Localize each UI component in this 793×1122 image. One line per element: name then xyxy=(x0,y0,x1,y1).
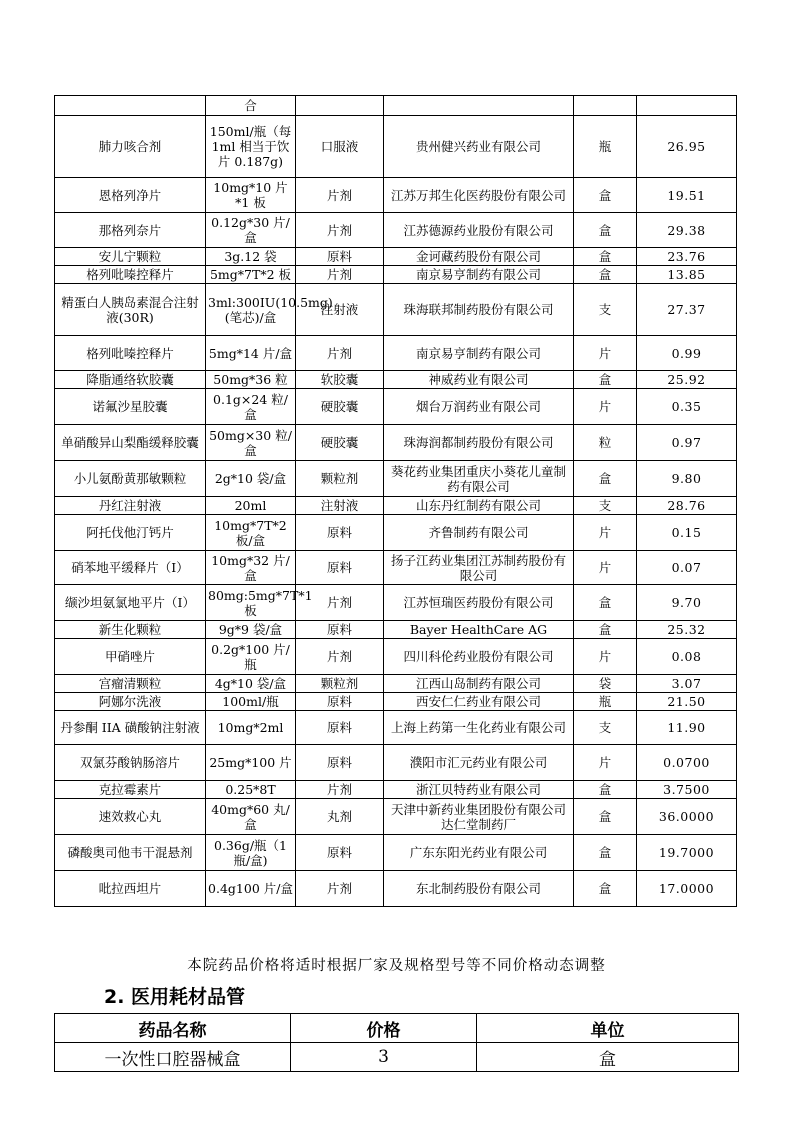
table-row xyxy=(55,781,737,799)
drug-name: 吡拉西坦片 xyxy=(55,871,206,907)
drug-form: 丸剂 xyxy=(296,799,384,835)
drug-table-body xyxy=(55,96,737,907)
drug-name: 硝苯地平缓释片（I） xyxy=(55,551,206,585)
drug-price: 27.37 xyxy=(637,284,737,336)
table-row xyxy=(55,693,737,711)
drug-price: 13.85 xyxy=(637,266,737,284)
drug-spec: 0.1g×24 粒/盒 xyxy=(206,389,296,425)
drug-unit: 盒 xyxy=(574,461,637,497)
drug-spec: 100ml/瓶 xyxy=(206,693,296,711)
drug-name: 肺力咳合剂 xyxy=(55,116,206,178)
table-row xyxy=(55,248,737,266)
drug-price: 19.51 xyxy=(637,178,737,213)
drug-price: 0.35 xyxy=(637,389,737,425)
drug-price: 11.90 xyxy=(637,711,737,745)
drug-name: 宫瘤清颗粒 xyxy=(55,675,206,693)
drug-form: 原料 xyxy=(296,711,384,745)
drug-manufacturer: 珠海联邦制药股份有限公司 xyxy=(384,284,574,336)
drug-unit: 盒 xyxy=(574,781,637,799)
table-row xyxy=(55,425,737,461)
drug-form: 硬胶囊 xyxy=(296,425,384,461)
drug-form: 原料 xyxy=(296,745,384,781)
drug-unit: 盒 xyxy=(574,835,637,871)
drug-form: 颗粒剂 xyxy=(296,461,384,497)
drug-spec: 0.4g100 片/盒 xyxy=(206,871,296,907)
drug-unit: 片 xyxy=(574,745,637,781)
drug-manufacturer: 东北制药股份有限公司 xyxy=(384,871,574,907)
drug-spec: 25mg*100 片 xyxy=(206,745,296,781)
table-row xyxy=(55,799,737,835)
drug-manufacturer: 烟台万润药业有限公司 xyxy=(384,389,574,425)
drug-form: 软胶囊 xyxy=(296,371,384,389)
drug-manufacturer: 浙江贝特药业有限公司 xyxy=(384,781,574,799)
drug-price: 0.99 xyxy=(637,336,737,371)
drug-spec: 2g*10 袋/盒 xyxy=(206,461,296,497)
drug-name: 阿托伐他汀钙片 xyxy=(55,515,206,551)
table-row xyxy=(55,745,737,781)
table-row xyxy=(55,871,737,907)
consumables-row xyxy=(55,1043,739,1072)
drug-manufacturer: 濮阳市汇元药业有限公司 xyxy=(384,745,574,781)
drug-name: 丹参酮 IIA 磺酸钠注射液 xyxy=(55,711,206,745)
drug-form: 口服液 xyxy=(296,116,384,178)
drug-price: 19.7000 xyxy=(637,835,737,871)
drug-form: 片剂 xyxy=(296,336,384,371)
drug-manufacturer: 齐鲁制药有限公司 xyxy=(384,515,574,551)
drug-name: 缬沙坦氨氯地平片（I） xyxy=(55,585,206,621)
drug-unit: 盒 xyxy=(574,799,637,835)
consumables-header-row xyxy=(55,1014,739,1043)
drug-spec: 5mg*7T*2 板 xyxy=(206,266,296,284)
drug-unit: 瓶 xyxy=(574,693,637,711)
drug-form: 原料 xyxy=(296,693,384,711)
drug-manufacturer: 金诃藏药股份有限公司 xyxy=(384,248,574,266)
drug-price: 29.38 xyxy=(637,213,737,248)
drug-unit: 盒 xyxy=(574,621,637,639)
drug-form: 原料 xyxy=(296,248,384,266)
table-row xyxy=(55,621,737,639)
table-row xyxy=(55,116,737,178)
table-row xyxy=(55,639,737,675)
drug-form: 原料 xyxy=(296,515,384,551)
drug-spec: 20ml xyxy=(206,497,296,515)
drug-spec: 50mg×30 粒/盒 xyxy=(206,425,296,461)
table-row xyxy=(55,675,737,693)
drug-form: 注射液 xyxy=(296,284,384,336)
drug-unit xyxy=(574,96,637,116)
drug-unit: 支 xyxy=(574,711,637,745)
drug-unit: 片 xyxy=(574,551,637,585)
drug-price: 3.07 xyxy=(637,675,737,693)
drug-unit: 盒 xyxy=(574,266,637,284)
drug-form xyxy=(296,96,384,116)
drug-unit: 片 xyxy=(574,639,637,675)
drug-name: 双氯芬酸钠肠溶片 xyxy=(55,745,206,781)
drug-manufacturer: 扬子江药业集团江苏制药股份有限公司 xyxy=(384,551,574,585)
drug-price: 9.70 xyxy=(637,585,737,621)
drug-manufacturer: 天津中新药业集团股份有限公司达仁堂制药厂 xyxy=(384,799,574,835)
drug-manufacturer: 上海上药第一生化药业有限公司 xyxy=(384,711,574,745)
drug-manufacturer: 葵花药业集团重庆小葵花儿童制药有限公司 xyxy=(384,461,574,497)
table-row xyxy=(55,178,737,213)
table-row xyxy=(55,497,737,515)
drug-manufacturer: 江苏恒瑞医药股份有限公司 xyxy=(384,585,574,621)
column-header-unit: 单位 xyxy=(477,1014,739,1043)
drug-unit: 片 xyxy=(574,336,637,371)
drug-price: 9.80 xyxy=(637,461,737,497)
drug-manufacturer xyxy=(384,96,574,116)
drug-manufacturer: 南京易亨制药有限公司 xyxy=(384,336,574,371)
drug-name: 格列吡嗪控释片 xyxy=(55,336,206,371)
drug-price: 28.76 xyxy=(637,497,737,515)
drug-form: 原料 xyxy=(296,551,384,585)
material-name: 一次性口腔器械盒 xyxy=(55,1043,291,1072)
drug-spec: 4g*10 袋/盒 xyxy=(206,675,296,693)
drug-spec: 合 xyxy=(206,96,296,116)
drug-spec: 50mg*36 粒 xyxy=(206,371,296,389)
drug-name xyxy=(55,96,206,116)
drug-name: 安儿宁颗粒 xyxy=(55,248,206,266)
drug-manufacturer: 广东东阳光药业有限公司 xyxy=(384,835,574,871)
drug-price: 36.0000 xyxy=(637,799,737,835)
drug-spec: 10mg*10 片*1 板 xyxy=(206,178,296,213)
drug-name: 格列吡嗪控释片 xyxy=(55,266,206,284)
drug-manufacturer: 江西山岛制药有限公司 xyxy=(384,675,574,693)
drug-name: 诺氟沙星胶囊 xyxy=(55,389,206,425)
drug-spec: 0.12g*30 片/盒 xyxy=(206,213,296,248)
table-row xyxy=(55,96,737,116)
table-row xyxy=(55,461,737,497)
drug-unit: 盒 xyxy=(574,213,637,248)
drug-unit: 瓶 xyxy=(574,116,637,178)
drug-unit: 盒 xyxy=(574,178,637,213)
drug-price: 0.0700 xyxy=(637,745,737,781)
drug-name: 新生化颗粒 xyxy=(55,621,206,639)
drug-unit: 盒 xyxy=(574,871,637,907)
drug-manufacturer: 西安仁仁药业有限公司 xyxy=(384,693,574,711)
table-row xyxy=(55,389,737,425)
drug-price: 0.15 xyxy=(637,515,737,551)
drug-unit: 袋 xyxy=(574,675,637,693)
drug-name: 克拉霉素片 xyxy=(55,781,206,799)
drug-unit: 盒 xyxy=(574,248,637,266)
drug-name: 小儿氨酚黄那敏颗粒 xyxy=(55,461,206,497)
drug-form: 原料 xyxy=(296,621,384,639)
consumables-table xyxy=(54,1013,739,1072)
drug-price: 23.76 xyxy=(637,248,737,266)
drug-spec: 3ml:300IU(10.5mg)(笔芯)/盒 xyxy=(206,284,296,336)
drug-unit: 片 xyxy=(574,389,637,425)
column-header-price: 价格 xyxy=(291,1014,477,1043)
drug-form: 硬胶囊 xyxy=(296,389,384,425)
drug-name: 甲硝唑片 xyxy=(55,639,206,675)
drug-unit: 盒 xyxy=(574,371,637,389)
drug-manufacturer: 山东丹红制药有限公司 xyxy=(384,497,574,515)
drug-price: 17.0000 xyxy=(637,871,737,907)
section-title: 2. 医用耗材品管 xyxy=(104,986,246,1008)
drug-form: 片剂 xyxy=(296,213,384,248)
drug-form: 片剂 xyxy=(296,266,384,284)
drug-form: 片剂 xyxy=(296,585,384,621)
drug-form: 片剂 xyxy=(296,781,384,799)
drug-price: 0.97 xyxy=(637,425,737,461)
drug-spec: 5mg*14 片/盒 xyxy=(206,336,296,371)
drug-manufacturer: 江苏万邦生化医药股份有限公司 xyxy=(384,178,574,213)
table-row xyxy=(55,585,737,621)
drug-unit: 盒 xyxy=(574,585,637,621)
material-unit: 盒 xyxy=(477,1043,739,1072)
drug-spec: 9g*9 袋/盒 xyxy=(206,621,296,639)
drug-manufacturer: 南京易亨制药有限公司 xyxy=(384,266,574,284)
drug-price: 25.32 xyxy=(637,621,737,639)
column-header-name: 药品名称 xyxy=(55,1014,291,1043)
drug-price: 0.08 xyxy=(637,639,737,675)
drug-name: 速效救心丸 xyxy=(55,799,206,835)
drug-price: 21.50 xyxy=(637,693,737,711)
drug-unit: 片 xyxy=(574,515,637,551)
drug-manufacturer: 四川科伦药业股份有限公司 xyxy=(384,639,574,675)
drug-price: 26.95 xyxy=(637,116,737,178)
drug-unit: 支 xyxy=(574,284,637,336)
table-row xyxy=(55,336,737,371)
drug-spec: 0.2g*100 片/瓶 xyxy=(206,639,296,675)
drug-spec: 40mg*60 丸/盒 xyxy=(206,799,296,835)
drug-spec: 150ml/瓶（每 1ml 相当于饮片 0.187g) xyxy=(206,116,296,178)
drug-manufacturer: 神威药业有限公司 xyxy=(384,371,574,389)
table-row xyxy=(55,711,737,745)
price-adjustment-note: 本院药品价格将适时根据厂家及规格型号等不同价格动态调整 xyxy=(187,958,606,974)
drug-manufacturer: 贵州健兴药业有限公司 xyxy=(384,116,574,178)
drug-unit: 支 xyxy=(574,497,637,515)
table-row xyxy=(55,284,737,336)
drug-manufacturer: 江苏德源药业股份有限公司 xyxy=(384,213,574,248)
table-row xyxy=(55,266,737,284)
drug-price: 0.07 xyxy=(637,551,737,585)
drug-name: 单硝酸异山梨酯缓释胶囊 xyxy=(55,425,206,461)
table-row xyxy=(55,515,737,551)
drug-form: 片剂 xyxy=(296,178,384,213)
drug-form: 片剂 xyxy=(296,639,384,675)
drug-form: 片剂 xyxy=(296,871,384,907)
drug-name: 丹红注射液 xyxy=(55,497,206,515)
table-row xyxy=(55,551,737,585)
drug-spec: 80mg:5mg*7T*1 板 xyxy=(206,585,296,621)
table-row xyxy=(55,371,737,389)
drug-name: 降脂通络软胶囊 xyxy=(55,371,206,389)
table-row xyxy=(55,835,737,871)
material-price: 3 xyxy=(291,1043,477,1072)
drug-name: 精蛋白人胰岛素混合注射液(30R) xyxy=(55,284,206,336)
drug-spec: 10mg*32 片/盒 xyxy=(206,551,296,585)
drug-spec: 10mg*7T*2 板/盒 xyxy=(206,515,296,551)
drug-form: 原料 xyxy=(296,835,384,871)
drug-price xyxy=(637,96,737,116)
drug-price: 25.92 xyxy=(637,371,737,389)
table-row xyxy=(55,213,737,248)
drug-spec: 3g.12 袋 xyxy=(206,248,296,266)
drug-name: 阿娜尔洗液 xyxy=(55,693,206,711)
drug-manufacturer: 珠海润都制药股份有限公司 xyxy=(384,425,574,461)
drug-name: 那格列奈片 xyxy=(55,213,206,248)
drug-price-table xyxy=(54,95,737,907)
drug-spec: 0.25*8T xyxy=(206,781,296,799)
drug-unit: 粒 xyxy=(574,425,637,461)
drug-spec: 10mg*2ml xyxy=(206,711,296,745)
drug-price: 3.7500 xyxy=(637,781,737,799)
drug-form: 注射液 xyxy=(296,497,384,515)
drug-spec: 0.36g/瓶（1瓶/盒) xyxy=(206,835,296,871)
drug-form: 颗粒剂 xyxy=(296,675,384,693)
drug-name: 磷酸奥司他韦干混悬剂 xyxy=(55,835,206,871)
drug-manufacturer: Bayer HealthCare AG xyxy=(384,621,574,639)
drug-name: 恩格列净片 xyxy=(55,178,206,213)
